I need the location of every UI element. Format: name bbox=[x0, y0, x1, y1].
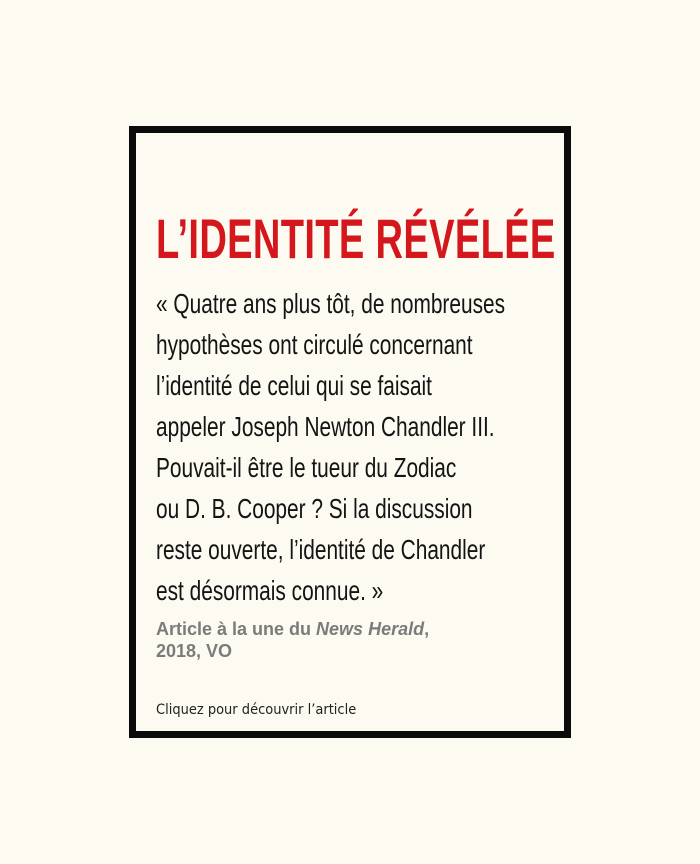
quote-line: l’identité de celui qui se faisait bbox=[156, 370, 432, 401]
article-card[interactable] bbox=[129, 126, 571, 738]
source-comma: , bbox=[424, 619, 430, 639]
read-article-link[interactable]: Cliquez pour découvrir l’article bbox=[156, 702, 357, 718]
quote-line: appeler Joseph Newton Chandler III. bbox=[156, 411, 495, 442]
quote-line: reste ouverte, l’identité de Chandler bbox=[156, 534, 486, 565]
source-date: 2018, VO bbox=[156, 641, 233, 661]
article-source bbox=[156, 618, 429, 662]
source-publication: News Herald bbox=[316, 619, 425, 639]
quote-line: est désormais connue. » bbox=[156, 575, 384, 606]
quote-text bbox=[156, 283, 505, 611]
quote-line: Pouvait-il être le tueur du Zodiac bbox=[156, 452, 457, 483]
quote-line: ou D. B. Cooper ? Si la discussion bbox=[156, 493, 473, 524]
source-prefix: Article à la une du bbox=[156, 619, 317, 639]
card-title: L’IDENTITÉ RÉVÉLÉE bbox=[156, 207, 556, 270]
quote-line: « Quatre ans plus tôt, de nombreuses bbox=[156, 288, 506, 319]
quote-line: hypothèses ont circulé concernant bbox=[156, 329, 473, 360]
